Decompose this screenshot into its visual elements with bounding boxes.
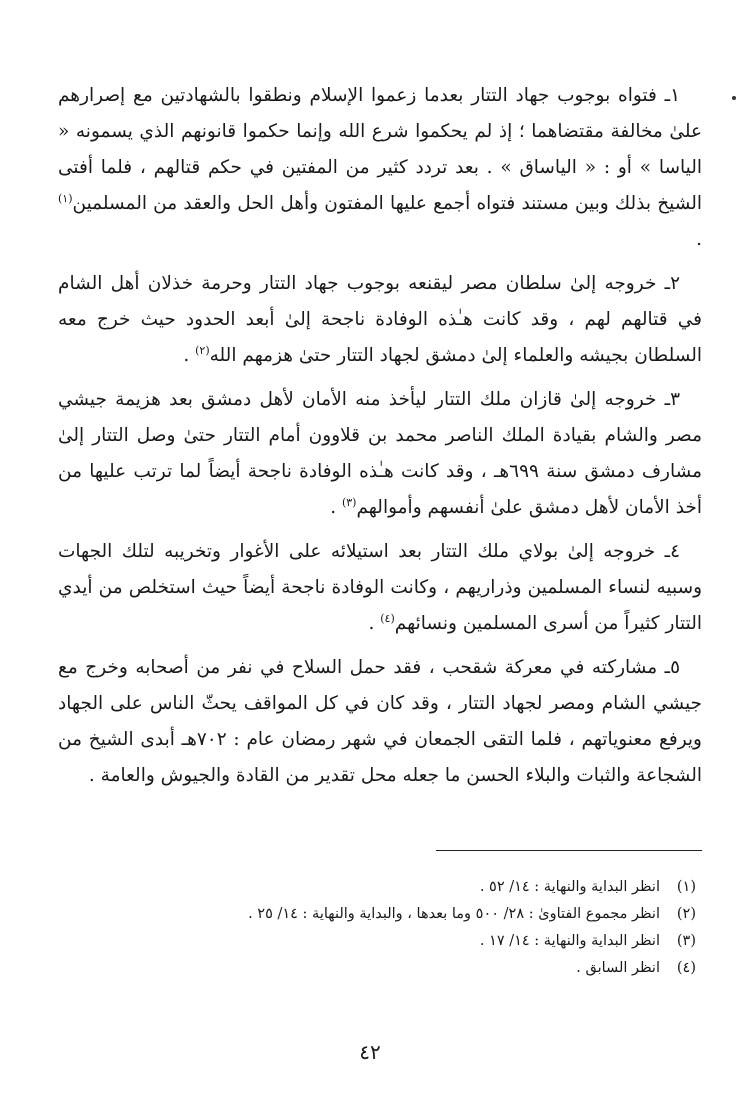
paragraph-5: ٥ـ مشاركته في معركة شقحب ، فقد حمل السلاح في نفر من أصحابه وخرج مع جيشي الشام ومصر لجهاد التتار ، وقد كان في كل المواقف يحثّ الناس على الجهاد ويرفع معنوياتهم ، فلما التقى الجمعان في شهر رمضان عام : ٧٠٢هـ أبدى الشيخ من الشجاعة والثبات والبلاء الحسن ما جعله محل تقدير من القادة والجيوش والعامة . [58, 657, 702, 786]
footnote-3: (٣)انظر البداية والنهاية : ١٤/ ١٧ . [479, 933, 696, 949]
footnote-2: (٢)انظر مجموع الفتاوىٰ : ٢٨/ ٥٠٠ وما بعدها ، والبداية والنهاية : ١٤/ ٢٥ . [248, 906, 696, 922]
footnote-4: (٤)انظر السابق . [576, 960, 696, 976]
footnote-1: (١)انظر البداية والنهاية : ١٤/ ٥٢ . [479, 879, 696, 895]
footnote-ref-4: (٤) [380, 611, 395, 625]
footnote-ref-2: (٢) [195, 343, 210, 357]
footnote-ref-3: (٣) [341, 495, 357, 509]
paragraph-1: ١ـ فتواه بوجوب جهاد التتار بعدما زعموا الإسلام ونطقوا بالشهادتين مع إصرارهم علىٰ مخالفة مقتضاهما ؛ إذ لم يحكموا شرع الله وإنما حكموا قانونهم الذي يسمونه « الياسا » أو : « الياساق » . بعد تردد كثير من المفتين في حكم قتالهم ، فلما أفتى الشيخ بذلك وبين مستند فتواه أجمع عليها المفتون وأهل الحل والعقد من المسلمين$^{(١)}$ . [58, 85, 702, 250]
paragraph-3: ٣ـ خروجه إلىٰ قازان ملك التتار ليأخذ منه الأمان لأهل دمشق بعد هزيمة جيشي مصر والشام بقيادة الملك الناصر محمد بن قلاوون أمام التتار حتىٰ وصل التتار إلىٰ مشارف دمشق سنة ٦٩٩هـ ، وقد كانت هـٰذه الوفادة ناجحة أيضاً لما ترتب عليها من أخذ الأمان لأهل دمشق علىٰ أنفسهم وأموالهم$^{(٣)}$ . [58, 389, 703, 518]
paragraph-2: ٢ـ خروجه إلىٰ سلطان مصر ليقنعه بوجوب جهاد التتار وحرمة خذلان أهل الشام في قتالهم لهم ، وقد كانت هـٰذه الوفادة ناجحة إلىٰ أبعد الحدود حيث خرج معه السلطان بجيشه والعلماء إلىٰ دمشق لجهاد التتار حتىٰ هزمهم الله$^{(٢)}$ . [58, 273, 702, 366]
footnotes [58, 874, 702, 982]
margin-speck [732, 96, 736, 100]
page-number: ٤٢ [359, 1040, 381, 1064]
main-text [58, 78, 702, 802]
paragraph-4: ٤ـ خروجه إلىٰ بولاي ملك التتار بعد استيلائه على الأغوار وتخريبه لتلك الجهات وسبيه لنساء المسلمين وذراريهم ، وكانت الوفادة ناجحة أيضاً حيث استخلص من أيدي التتار كثيراً من أسرى المسلمين ونسائهم$^{(٤)}$ . [58, 541, 702, 634]
footnote-divider [436, 850, 702, 851]
footnote-ref-1: (١) [58, 191, 73, 205]
